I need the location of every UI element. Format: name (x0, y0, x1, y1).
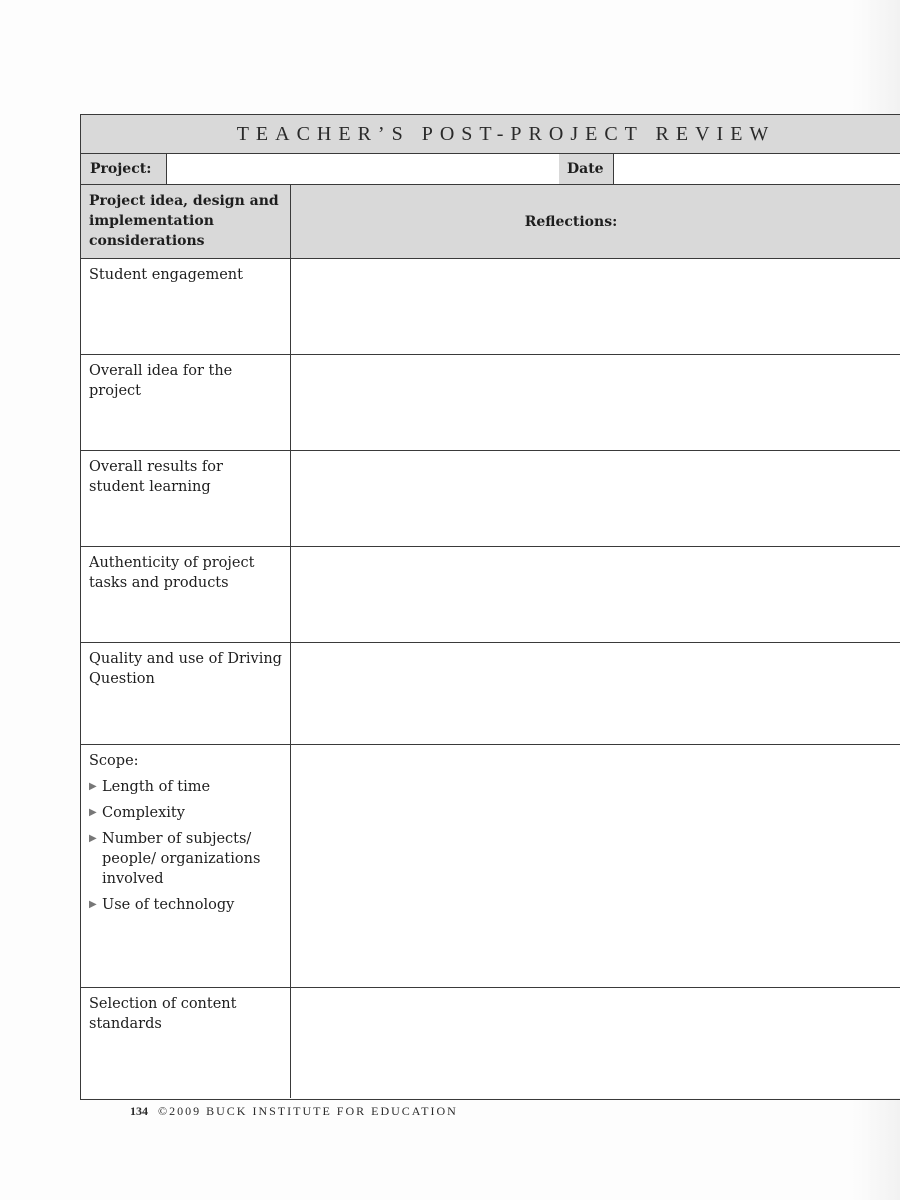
row-label: Overall results for student learning (81, 451, 291, 546)
scope-item-text: Number of subjects/ people/ organizations involved (102, 831, 261, 887)
row-label: Overall idea for the project (81, 355, 291, 450)
project-field[interactable] (167, 154, 560, 184)
considerations-header: Project idea, design and implementation considerations (81, 185, 291, 258)
bullet-arrow-icon: ▶ (89, 781, 97, 792)
scope-item (89, 829, 282, 889)
bullet-arrow-icon: ▶ (89, 899, 97, 910)
table-row-overall-idea (81, 355, 900, 451)
row-label: Quality and use of Driving Question (81, 643, 291, 744)
reflection-cell[interactable] (292, 643, 900, 744)
table-row-authenticity (81, 547, 900, 643)
scope-item-text: Complexity (102, 805, 185, 821)
reflection-cell[interactable] (292, 988, 900, 1098)
project-label: Project: (81, 154, 167, 184)
form-title: TEACHER’S POST-PROJECT REVIEW (236, 122, 776, 145)
reflection-cell[interactable] (292, 259, 900, 354)
table-header-row (81, 185, 900, 259)
bullet-arrow-icon: ▶ (89, 807, 97, 818)
reflection-cell[interactable] (292, 745, 900, 987)
table-row-scope (81, 745, 900, 988)
scope-item (89, 777, 282, 797)
row-label: Authenticity of project tasks and products (81, 547, 291, 642)
scope-item (89, 803, 282, 823)
table-row-driving-question (81, 643, 900, 745)
table-row-overall-results (81, 451, 900, 547)
table-row-student-engagement (81, 259, 900, 355)
page-number: 134 (130, 1104, 148, 1118)
date-field[interactable] (614, 154, 900, 184)
bullet-arrow-icon: ▶ (89, 833, 97, 844)
scope-item (89, 895, 282, 915)
row-label: Selection of content standards (81, 988, 291, 1098)
copyright-notice: ©2009 BUCK INSTITUTE FOR EDUCATION (158, 1104, 458, 1118)
row-label: Student engagement (81, 259, 291, 354)
date-label: Date (559, 154, 614, 184)
row-label-scope (81, 745, 291, 987)
scope-list (89, 777, 282, 915)
reflections-header: Reflections: (524, 213, 618, 230)
reflection-cell[interactable] (292, 451, 900, 546)
table-row-content-standards (81, 988, 900, 1098)
page-footer (130, 1104, 458, 1119)
post-project-review-form (80, 114, 900, 1100)
reflection-cell[interactable] (292, 547, 900, 642)
scope-item-text: Use of technology (102, 897, 235, 913)
scope-item-text: Length of time (102, 779, 211, 795)
project-date-row (81, 154, 900, 185)
form-title-bar (81, 115, 900, 154)
scope-heading: Scope: (89, 753, 139, 769)
reflection-cell[interactable] (292, 355, 900, 450)
